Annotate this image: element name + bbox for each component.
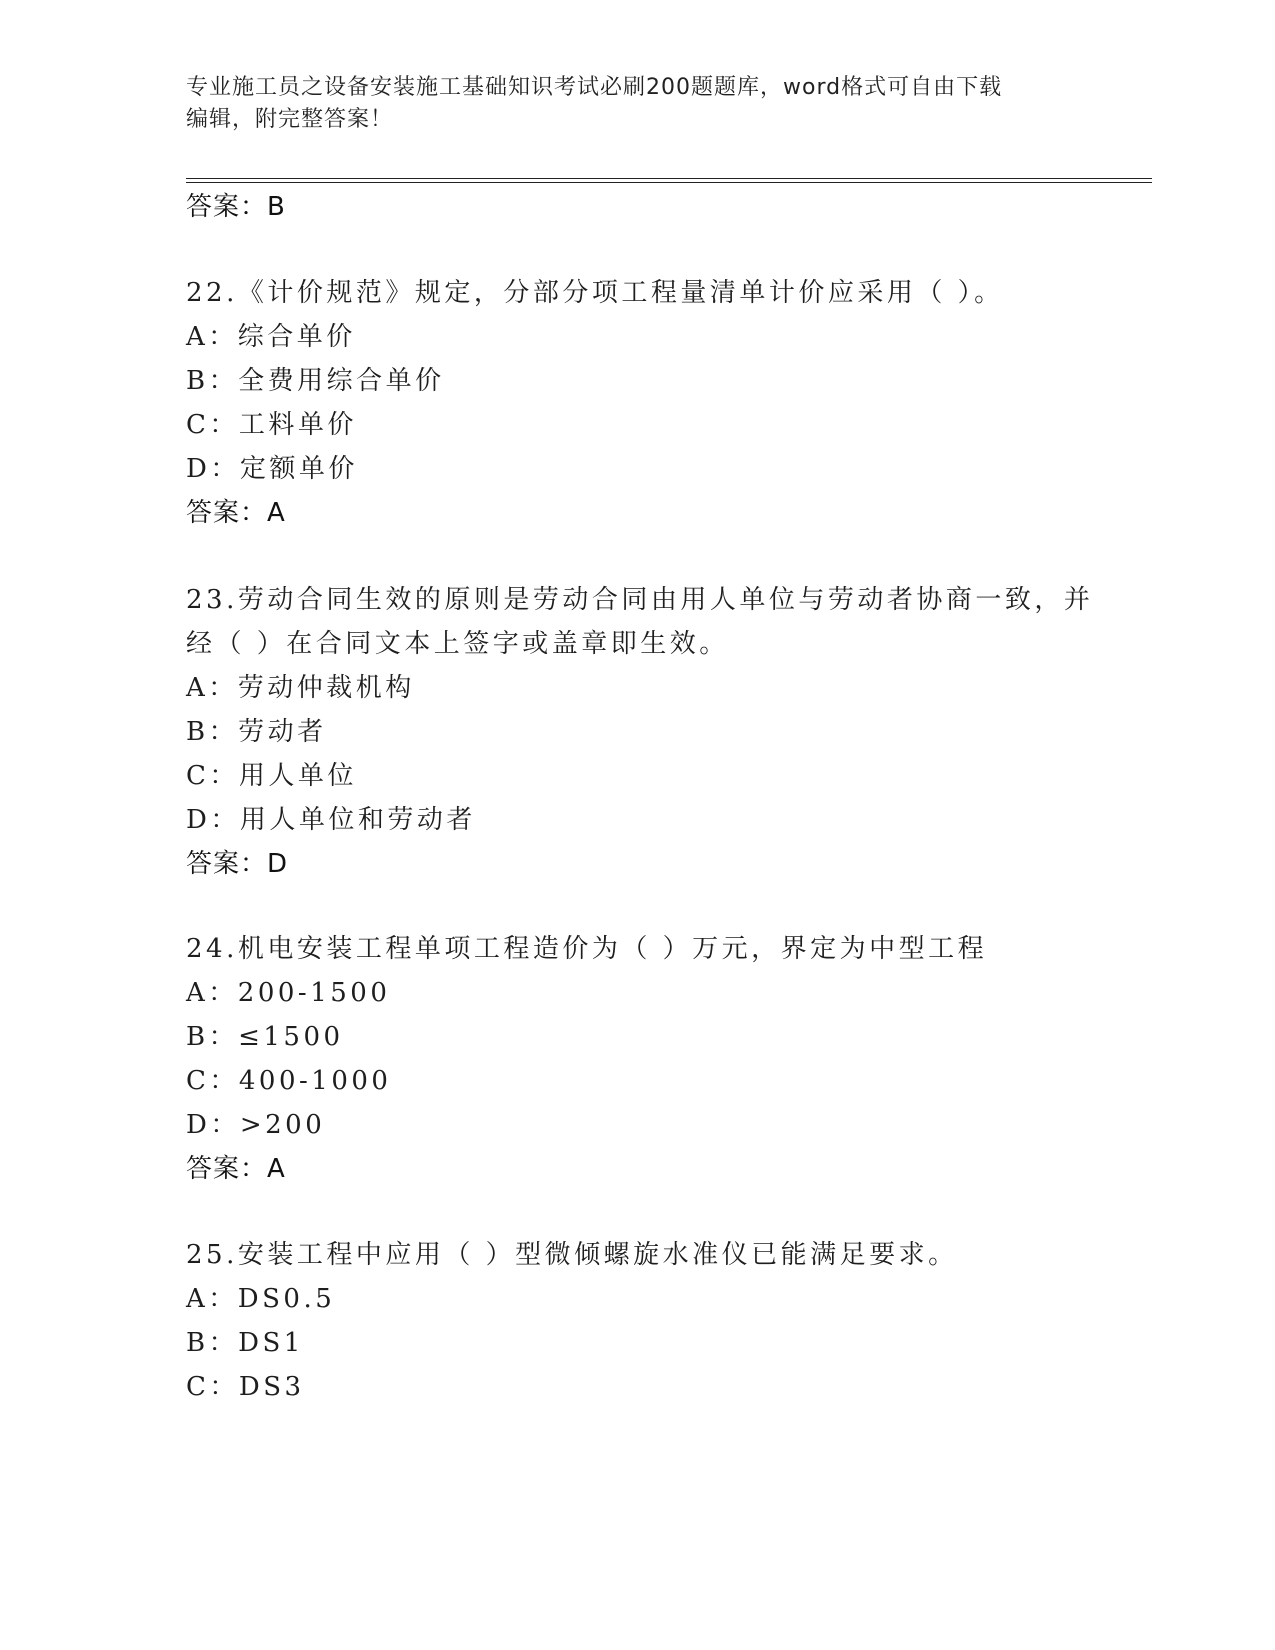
header-divider-top — [186, 178, 1152, 179]
answer-21: 答案：B — [186, 192, 286, 222]
question-24-text: 24.机电安装工程单项工程造价为（ ）万元，界定为中型工程 — [186, 934, 988, 964]
answer-24: 答案：A — [186, 1154, 286, 1184]
question-23-text-line-1: 23.劳动合同生效的原则是劳动合同由用人单位与劳动者协商一致，并 — [186, 585, 1094, 615]
answer-22: 答案：A — [186, 498, 286, 528]
question-23-option-b: B：劳动者 — [186, 717, 327, 747]
answer-23: 答案：D — [186, 849, 289, 879]
question-24-option-d: D：>200 — [186, 1110, 326, 1140]
question-22-option-c: C：工料单价 — [186, 410, 357, 440]
question-22-option-b: B：全费用综合单价 — [186, 366, 445, 396]
question-23-option-d: D：用人单位和劳动者 — [186, 805, 476, 835]
question-24-option-a: A：200-1500 — [186, 978, 391, 1008]
question-25-option-c: C：DS3 — [186, 1372, 305, 1402]
header-divider-bottom — [186, 182, 1152, 183]
header-title-line-2: 编辑，附完整答案！ — [186, 107, 394, 132]
document-header — [186, 72, 1086, 136]
question-24-option-c: C：400-1000 — [186, 1066, 392, 1096]
question-23-option-c: C：用人单位 — [186, 761, 357, 791]
question-24-option-b: B：≤1500 — [186, 1022, 344, 1052]
question-25-text: 25.安装工程中应用（ ）型微倾螺旋水准仪已能满足要求。 — [186, 1240, 958, 1270]
question-23-text-line-2: 经（ ）在合同文本上签字或盖章即生效。 — [186, 629, 729, 659]
header-title-line-1: 专业施工员之设备安装施工基础知识考试必刷200题题库，word格式可自由下载 — [186, 75, 1003, 100]
question-22-option-d: D：定额单价 — [186, 454, 358, 484]
question-22-text: 22.《计价规范》规定，分部分项工程量清单计价应采用（ ）。 — [186, 278, 1004, 308]
question-22-option-a: A：综合单价 — [186, 322, 356, 352]
question-23-option-a: A：劳动仲裁机构 — [186, 673, 415, 703]
question-25-option-a: A：DS0.5 — [186, 1284, 336, 1314]
question-25-option-b: B：DS1 — [186, 1328, 304, 1358]
